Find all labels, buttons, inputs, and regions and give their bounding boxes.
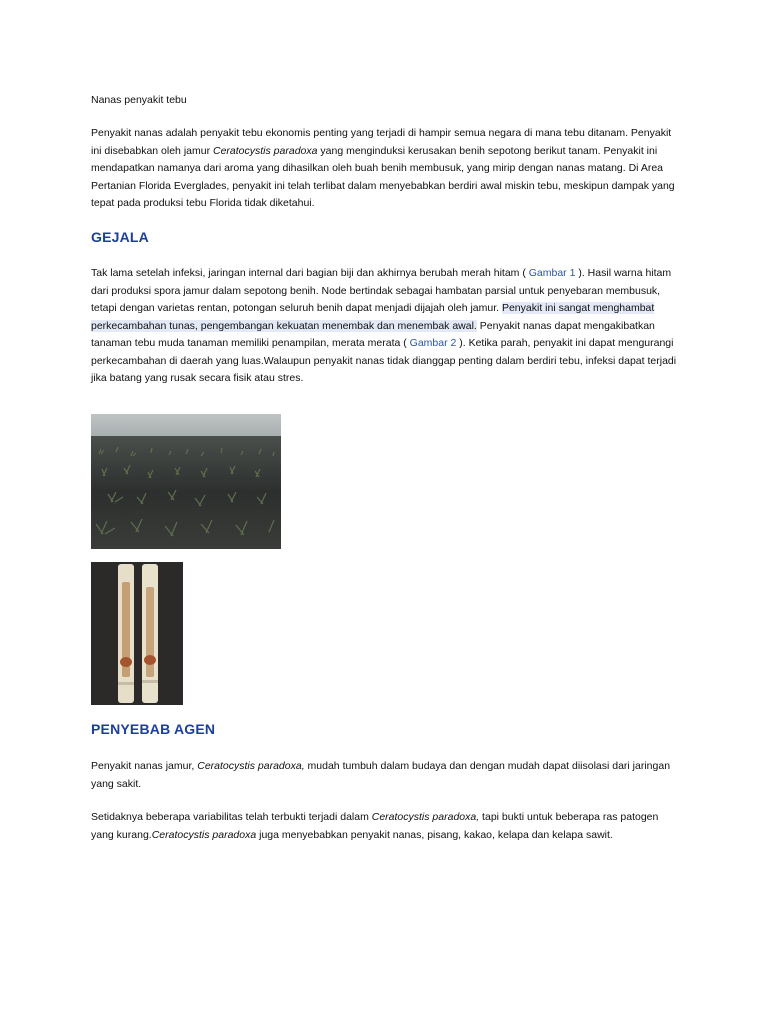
gejala-text-1: Tak lama setelah infeksi, jaringan internal dari bagian biji dan akhirnya berubah merah hitam ( (91, 267, 529, 279)
sugarcane-field-photo (91, 414, 281, 549)
penyebab-text-2: mudah tumbuh dalam budaya dan dengan mudah dapat diisolasi dari jaringan yang sakit. (91, 760, 671, 790)
intro-paragraph (91, 125, 681, 213)
penyebab-text-4: tapi bukti untuk beberapa ras patogen yang kurang. (91, 811, 659, 841)
penyebab-text-3: Setidaknya beberapa variabilitas telah terbukti terjadi dalam (91, 811, 372, 823)
penyebab-paragraph-1 (91, 758, 681, 793)
gejala-text-4: ). Ketika parah, penyakit ini dapat mengurangi perkecambahan di daerah yang luas.Walaupun penyakit nanas tidak dianggap penting dalam berdiri tebu, infeksi dapat terjadi jika batang yang rusak secara fisik atau stres. (91, 337, 677, 384)
gambar-1-link[interactable]: Gambar 1 (528, 267, 576, 279)
species-name: Ceratocystis paradoxa, (197, 760, 305, 772)
species-name: Ceratocystis paradoxa (213, 144, 318, 157)
penyebab-agen-heading: PENYEBAB AGEN (91, 721, 216, 737)
penyebab-text-1: Penyakit nanas jamur, (91, 760, 198, 772)
intro-text-2: yang menginduksi kerusakan benih sepotong berikut tanam. Penyakit ini mendapatkan namanya dari aroma yang dihasilkan oleh buah benih membusuk, yang mirip dengan nanas matang. Di Area Pertanian Florida Everglades, penyakit ini telah terlibat dalam menyebabkan berdiri awal miskin tebu, meskipun dampak yang tepat pada produksi tebu Florida tidak diketahui. (91, 144, 675, 209)
document-title (91, 92, 681, 110)
penyebab-paragraph-2 (91, 809, 681, 844)
gejala-text-3: Penyakit nanas dapat mengakibatkan tanaman tebu muda tanaman memiliki penampilan, merata merata ( (91, 319, 655, 349)
gejala-heading: GEJALA (91, 229, 149, 245)
intro-text-1: Penyakit nanas adalah penyakit tebu ekonomis penting yang terjadi di hampir semua negara di mana tebu ditanam. Penyakit ini disebabkan oleh jamur (91, 127, 672, 157)
gambar-2-link[interactable]: Gambar 2 (409, 337, 457, 349)
species-name: Ceratocystis paradoxa, (371, 811, 480, 823)
highlighted-text[interactable]: Penyakit ini sangat menghambat perkecambahan tunas, pengembangan kekuatan menembak dan menembak awal. (91, 302, 655, 332)
diseased-stalk-photo (91, 562, 183, 705)
gejala-text-2: ). Hasil warna hitam dari produksi spora jamur dalam sepotong benih. Node bertindak sebagai hambatan parsial untuk penyebaran membusuk, tetapi dengan varietas rentan, potongan seluruh benih dapat menjadi dijajah oleh jamur. (91, 267, 672, 314)
species-name: Ceratocystis paradoxa (151, 828, 257, 841)
penyebab-text-5: juga menyebabkan penyakit nanas, pisang, kakao, kelapa dan kelapa sawit. (256, 828, 613, 841)
gejala-paragraph (91, 265, 681, 388)
title-text: Nanas penyakit tebu (91, 94, 187, 106)
